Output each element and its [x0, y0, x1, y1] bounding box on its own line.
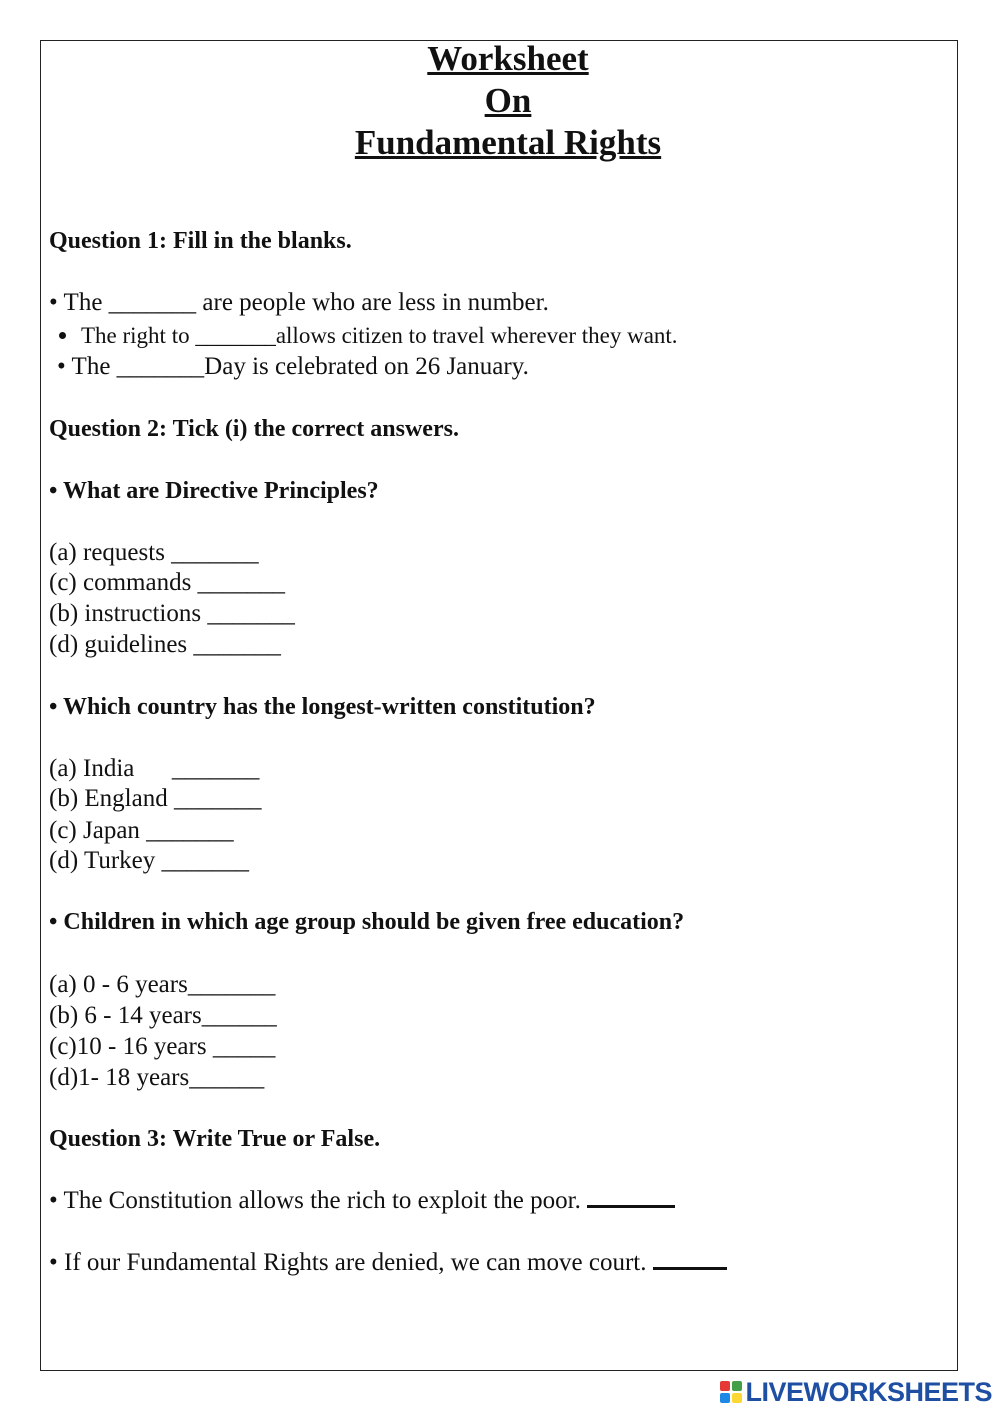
question-3-heading: Question 3: Write True or False.	[49, 1126, 381, 1152]
q2-p2-option-a[interactable]: (a) India _______	[49, 755, 260, 782]
logo-grid-icon	[720, 1381, 742, 1403]
q1-item-1[interactable]: • The _______ are people who are less in number.	[49, 289, 549, 316]
q3-item-2[interactable]: • If our Fundamental Rights are denied, we can move court.	[49, 1248, 727, 1278]
q2-p3-option-a[interactable]: (a) 0 - 6 years_______	[49, 971, 276, 998]
liveworksheets-logo	[720, 1377, 992, 1407]
q2-p3-option-c[interactable]: (c)10 - 16 years _____	[49, 1033, 276, 1060]
q2-p3-option-d[interactable]: (d)1- 18 years______	[49, 1064, 265, 1091]
logo-text: LIVEWORKSHEETS	[745, 1376, 992, 1407]
q3-item-1[interactable]: • The Constitution allows the rich to exploit the poor.	[49, 1186, 675, 1216]
q1-item-3[interactable]: • The _______Day is celebrated on 26 January.	[57, 353, 529, 380]
question-1-heading: Question 1: Fill in the blanks.	[49, 228, 352, 254]
q1-item-2[interactable]: The right to _______allows citizen to travel wherever they want.	[49, 321, 678, 351]
title-on: On	[484, 81, 532, 120]
q2-p3-option-b[interactable]: (b) 6 - 14 years______	[49, 1002, 277, 1029]
q2-p2-option-b[interactable]: (b) England _______	[49, 785, 262, 812]
q2-prompt-3: • Children in which age group should be given free education?	[49, 909, 685, 935]
q2-prompt-2: • Which country has the longest-written constitution?	[49, 694, 596, 720]
q2-p1-option-b[interactable]: (b) instructions _______	[49, 600, 295, 627]
q2-p1-option-d[interactable]: (d) guidelines _______	[49, 631, 281, 658]
title-worksheet: Worksheet	[427, 39, 589, 78]
bullet-icon	[59, 332, 66, 339]
q2-p2-option-c[interactable]: (c) Japan _______	[49, 817, 234, 844]
q2-p2-option-d[interactable]: (d) Turkey _______	[49, 847, 250, 874]
title-topic: Fundamental Rights	[354, 123, 662, 162]
q2-p1-option-c[interactable]: (c) commands _______	[49, 569, 286, 596]
q2-prompt-1: • What are Directive Principles?	[49, 478, 379, 504]
answer-blank[interactable]	[653, 1267, 727, 1270]
q2-p1-option-a[interactable]: (a) requests _______	[49, 539, 259, 566]
answer-blank[interactable]	[587, 1205, 675, 1208]
question-2-heading: Question 2: Tick (i) the correct answers.	[49, 416, 459, 442]
